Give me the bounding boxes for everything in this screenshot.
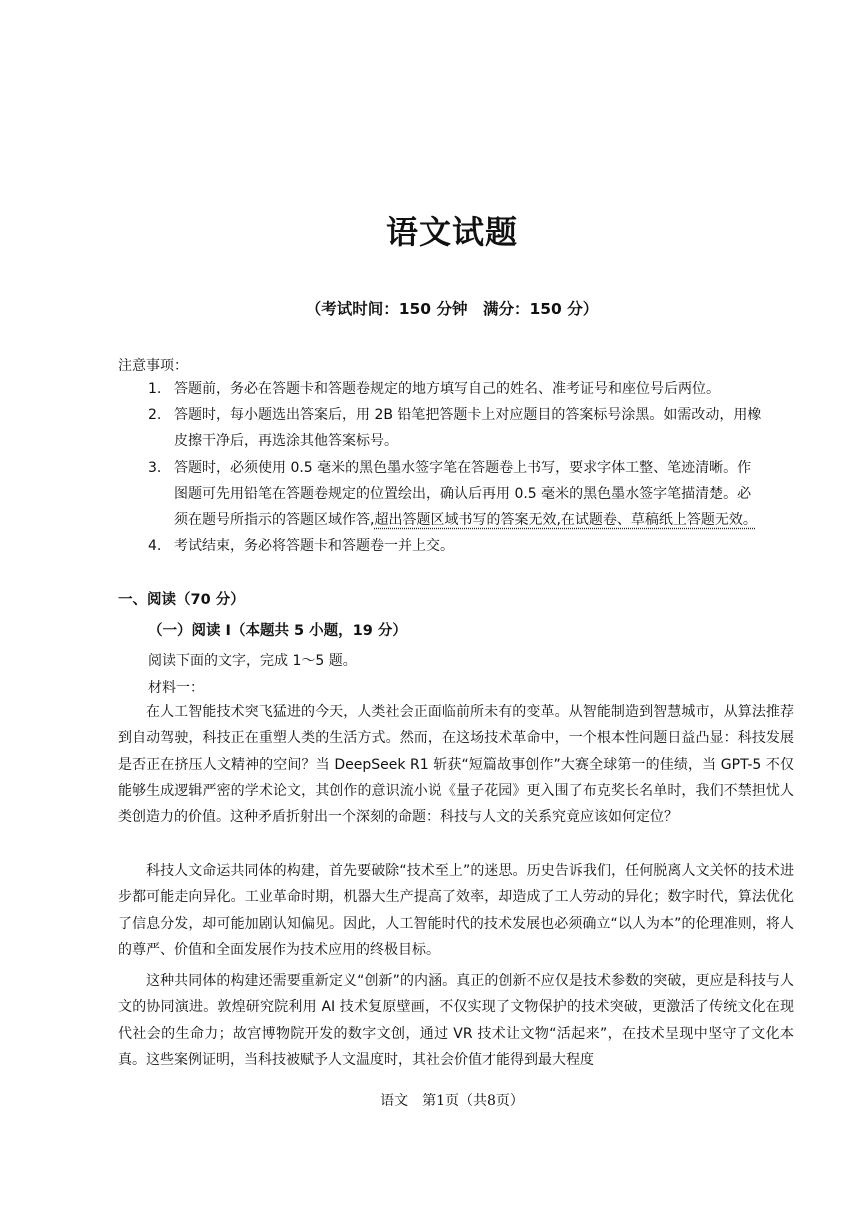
- note-item-4: [148, 533, 454, 559]
- notes-heading: 注意事项：: [118, 358, 188, 374]
- emphasis-dotted-text: 超出答题区域书写的答案无效,在试题卷、草稿纸上答题无效。: [374, 512, 757, 528]
- note-text: 答题前，务必在答题卡和答题卷规定的地方填写自己的姓名、准考证号和座位号后两位。: [174, 381, 720, 397]
- note-text: 皮擦干净后，再选涂其他答案标号。: [174, 433, 398, 449]
- page-footer: 语文 第1页（共8页）: [380, 1093, 524, 1109]
- note-item-3: [148, 455, 751, 481]
- note-item-2-continued: [174, 428, 398, 454]
- exam-info: （考试时间：150 分钟 满分：150 分）: [305, 300, 599, 318]
- material-label: 材料一：: [148, 680, 204, 696]
- section-heading: 一、阅读（70 分）: [118, 592, 245, 608]
- paragraph-2: 科技人文命运共同体的构建，首先要破除“技术至上”的迷思。历史告诉我们，任何脱离人文关怀的技术进步都可能走向异化。工业革命时期，机器大生产提高了效率，却造成了工人劳动的异化；数字时代，算法优化了信息分发，却可能加剧认知偏见。因此，人工智能时代的技术发展也必须确立“以人为本”的伦理准则，将人的尊严、价值和全面发展作为技术应用的终极目标。: [118, 863, 794, 958]
- note-text: 考试结束，务必将答题卡和答题卷一并上交。: [174, 538, 454, 554]
- note-number: 1.: [148, 381, 162, 397]
- subsection-heading: （一）阅读 Ⅰ（本题共 5 小题，19 分）: [148, 623, 407, 639]
- note-number: 3.: [148, 460, 162, 476]
- page-title: 语文试题: [385, 213, 518, 251]
- note-item-3-continued-2: [174, 507, 757, 533]
- note-number: 2.: [148, 407, 162, 423]
- paragraph-1: 在人工智能技术突飞猛进的今天，人类社会正面临前所未有的变革。从智能制造到智慧城市，从算法推荐到自动驾驶，科技正在重塑人类的生活方式。然而，在这场技术革命中，一个根本性问题日益凸显：科技发展是否正在挤压人文精神的空间？当 DeepSeek R1 斩获“短篇故事创作”大赛全球第一的佳绩，当 GPT-5 不仅能够生成逻辑严密的学术论文，其创作的意识流小说《量子花园》更入围了布克奖长名单时，我们不禁担忧人类创造力的价值。这种矛盾折射出一个深刻的命题：科技与人文的关系究竟应该如何定位？: [118, 704, 794, 826]
- note-item-2: [148, 402, 761, 428]
- note-item-3-continued: [174, 481, 751, 507]
- note-text: 图题可先用铅笔在答题卷规定的位置绘出，确认后再用 0.5 毫米的黑色墨水签字笔描清楚。必: [174, 486, 752, 502]
- note-text: 答题时，每小题选出答案后，用 2B 铅笔把答题卡上对应题目的答案标号涂黑。如需改动，用橡: [174, 407, 762, 423]
- note-text: 须在题号所指示的答题区域作答,: [174, 512, 375, 528]
- note-number: 4.: [148, 538, 162, 554]
- note-item-1: [148, 376, 720, 402]
- note-text: 答题时，必须使用 0.5 毫米的黑色墨水签字笔在答题卷上书写，要求字体工整、笔迹清晰。作: [174, 460, 752, 476]
- paragraph-3: 这种共同体的构建还需要重新定义“创新”的内涵。真正的创新不应仅是技术参数的突破，更应是科技与人文的协同演进。敦煌研究院利用 AI 技术复原壁画，不仅实现了文物保护的技术突破，更激活了传统文化在现代社会的生命力；故宫博物院开发的数字文创，通过 VR 技术让文物“活起来”，在技术呈现中坚守了文化本真。这些案例证明，当科技被赋予人文温度时，其社会价值才能得到最大程度: [118, 973, 794, 1068]
- reading-instruction: 阅读下面的文字，完成 1～5 题。: [148, 653, 357, 669]
